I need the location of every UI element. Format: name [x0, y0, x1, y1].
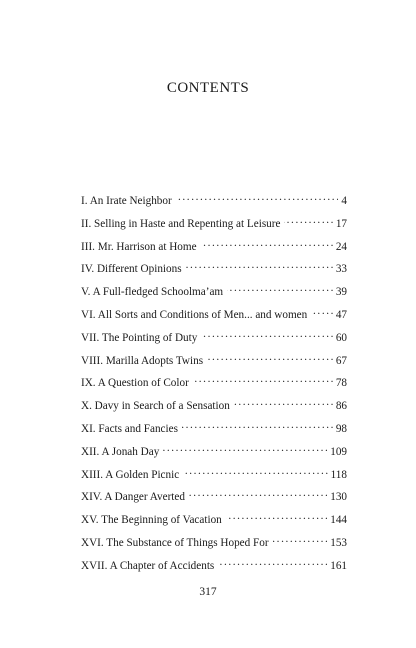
- toc-entry-title: III. Mr. Harrison at Home: [81, 240, 197, 253]
- contents-title: CONTENTS: [166, 80, 250, 96]
- toc-entry-page: 109: [330, 445, 347, 458]
- toc-entry: [81, 555, 347, 578]
- toc-dot-leader: [273, 532, 328, 546]
- toc-entry-title: I. An Irate Neighbor: [81, 195, 172, 207]
- toc-entry: [81, 213, 347, 236]
- toc-dot-leader: [311, 304, 333, 318]
- toc-entry: [81, 236, 347, 259]
- toc-entry: [81, 464, 347, 487]
- toc-dot-leader: [218, 555, 327, 569]
- toc-dot-leader: [227, 281, 333, 295]
- toc-entry-title: XI. Facts and Fancies: [81, 422, 178, 435]
- toc-entry: [81, 190, 347, 213]
- toc-entry-page: 86: [335, 400, 347, 413]
- toc-entry-page: 47: [335, 308, 347, 321]
- toc-entry: [81, 304, 347, 327]
- toc-entry-title: XVI. The Substance of Things Hoped For: [81, 536, 269, 549]
- toc-entry-title: IV. Different Opinions: [81, 263, 182, 276]
- toc-entry-page: 33: [335, 263, 347, 276]
- toc-entry-title: VII. The Pointing of Duty: [81, 331, 198, 344]
- toc-entry: [81, 395, 347, 418]
- toc-dot-leader: [234, 395, 333, 409]
- toc-entry: [81, 418, 347, 441]
- toc-entry-title: V. A Full-fledged Schoolma’am: [81, 286, 224, 299]
- toc-dot-leader: [189, 486, 327, 500]
- toc-entry-page: 118: [330, 468, 347, 481]
- toc-dot-leader: [284, 213, 332, 227]
- toc-dot-leader: [207, 350, 333, 364]
- toc-entry-title: XVII. A Chapter of Accidents: [81, 559, 215, 572]
- toc-entry-page: 24: [335, 240, 347, 253]
- toc-dot-leader: [176, 190, 339, 204]
- toc-entry: [81, 327, 347, 350]
- toc-entry-page: 4: [341, 195, 347, 207]
- toc-dot-leader: [226, 509, 327, 523]
- toc-entry-title: VI. All Sorts and Conditions of Men... and women: [81, 308, 308, 321]
- toc-entry-page: 60: [335, 331, 347, 344]
- toc-entry-title: IX. A Question of Color: [81, 377, 189, 390]
- toc-dot-leader: [163, 441, 327, 455]
- toc-dot-leader: [193, 372, 333, 386]
- toc-entry: [81, 281, 347, 304]
- toc-entry-title: XV. The Beginning of Vacation: [81, 514, 222, 527]
- table-of-contents: [81, 190, 347, 578]
- toc-entry: [81, 486, 347, 509]
- toc-entry: [81, 441, 347, 464]
- page-number: 317: [199, 586, 217, 598]
- toc-entry-title: X. Davy in Search of a Sensation: [81, 400, 230, 413]
- toc-entry-page: 130: [330, 491, 347, 504]
- toc-entry: [81, 350, 347, 373]
- toc-entry-page: 17: [335, 217, 347, 230]
- toc-entry: [81, 509, 347, 532]
- toc-entry-title: II. Selling in Haste and Repenting at Leisure: [81, 217, 281, 230]
- toc-dot-leader: [186, 258, 333, 272]
- toc-entry: [81, 532, 347, 555]
- toc-entry-page: 144: [330, 514, 347, 527]
- toc-dot-leader: [182, 418, 333, 432]
- toc-dot-leader: [201, 236, 333, 250]
- toc-entry-page: 98: [335, 422, 347, 435]
- toc-entry-title: XIV. A Danger Averted: [81, 491, 185, 504]
- toc-entry: [81, 258, 347, 281]
- toc-entry-page: 67: [335, 354, 347, 367]
- toc-entry-title: XIII. A Golden Picnic: [81, 468, 180, 481]
- toc-entry-title: XII. A Jonah Day: [81, 445, 160, 458]
- toc-entry-page: 153: [330, 536, 347, 549]
- toc-entry-title: VIII. Marilla Adopts Twins: [81, 354, 204, 367]
- toc-entry: [81, 372, 347, 395]
- toc-entry-page: 39: [335, 286, 347, 299]
- toc-dot-leader: [183, 464, 327, 478]
- toc-entry-page: 78: [335, 377, 347, 390]
- toc-entry-page: 161: [330, 559, 347, 572]
- toc-dot-leader: [201, 327, 332, 341]
